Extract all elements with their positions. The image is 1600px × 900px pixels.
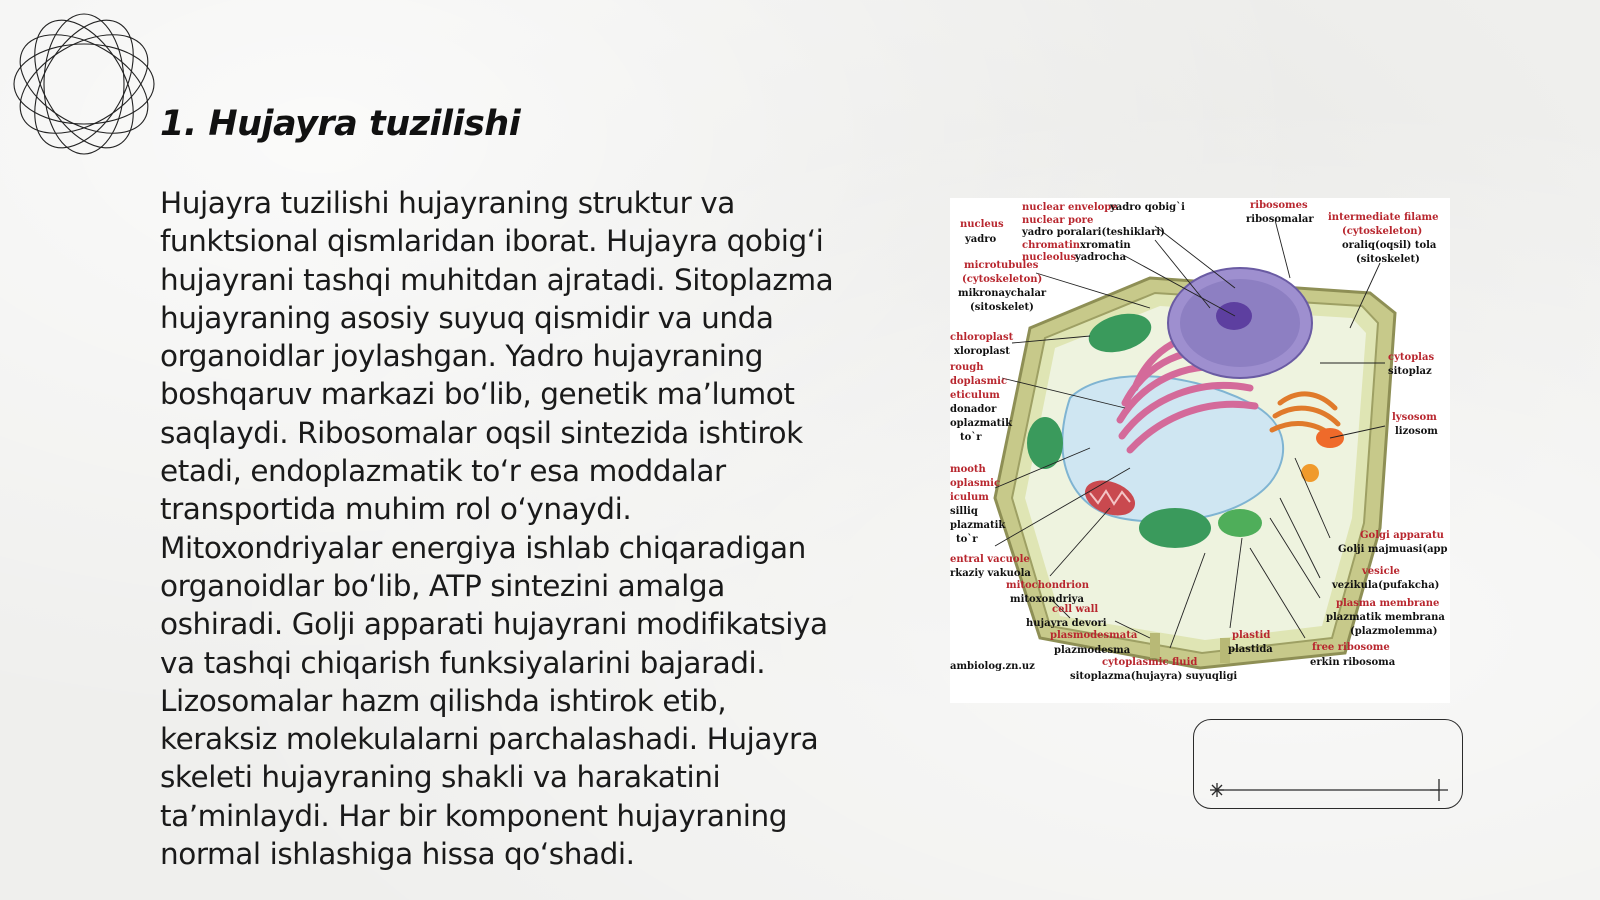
slide-body-text: Hujayra tuzilishi hujayraning struktur va funktsional qismlaridan iborat. Hujayra qobig‘i hujayrani tashqi muhitdan ajratadi. Sitoplazma hujayraning asosiy suyuq qismidir va unda organoidlar joylashgan. Yadro hujayraning boshqaruv markazi bo‘lib, genetik ma’lumot saqlaydi. Ribosomalar oqsil sintezida ishtirok etadi, endoplazmatik to‘r esa moddalar transportida muhim rol o‘ynaydi. Mitoxondriyalar energiya ishlab chiqaradigan organoidlar bo‘lib, ATP sintezini amalga oshiradi. Golji apparati hujayrani modifikatsiya va tashqi chiqarish funksiyalarini bajaradi. Lizosomalar hazm qilishda ishtirok etib, keraksiz molekulalarni parchalashadi. Hujayra skeleti hujayraning shakli va harakatini ta’minlaydi. Har bir komponent hujayraning normal ishlashiga hissa qo‘shadi.: [160, 186, 834, 872]
label-microtubules: microtubules: [964, 260, 1039, 271]
label-sitoskelet-right: (sitoskelet): [1356, 254, 1420, 265]
label-yadro: yadro: [965, 234, 997, 245]
label-hujayra-devori: hujayra devori: [1026, 618, 1107, 629]
plant-cell-diagram: [950, 198, 1450, 703]
label-smooth-er-3: iculum: [950, 492, 989, 503]
label-golji: Golji majmuasi(app: [1338, 544, 1448, 555]
label-cytoskeleton-right: (cytoskeleton): [1342, 226, 1423, 237]
label-watermark: ambiolog.zn.uz: [950, 661, 1035, 672]
label-plazmatik-membrana: plazmatik membrana: [1326, 612, 1445, 623]
label-golgi-apparatus: Golgi apparatu: [1360, 530, 1444, 541]
label-vesicle: vesicle: [1362, 566, 1400, 577]
label-smooth-uz-2: plazmatik: [950, 520, 1006, 531]
plus-star-icon: [1430, 779, 1448, 801]
label-plazmolemma: (plazmolemma): [1350, 626, 1438, 637]
label-rough-er-1: rough: [950, 362, 984, 373]
label-mikronaychalar: mikronaychalar: [958, 288, 1047, 299]
label-plasma-membrane: plasma membrane: [1336, 598, 1440, 609]
sparkle-icon: [1210, 783, 1224, 797]
label-intermediate-filaments: intermediate filame: [1328, 212, 1439, 223]
label-erkin-ribosoma: erkin ribosoma: [1310, 657, 1396, 668]
label-rough-er-2: doplasmic: [950, 376, 1008, 387]
label-free-ribosome: free ribosome: [1312, 642, 1390, 653]
label-smooth-uz-1: silliq: [950, 506, 978, 517]
slide-title: 1. Hujayra tuzilishi: [160, 104, 521, 144]
label-nucleus: nucleus: [960, 219, 1004, 230]
label-yadrocha: yadrocha: [1075, 252, 1127, 263]
label-plastida: plastida: [1228, 644, 1273, 655]
label-central-vacuole: entral vacuole: [950, 554, 1030, 565]
label-ribosomalar: ribosomalar: [1246, 214, 1314, 225]
label-chromatin: chromatin: [1022, 240, 1081, 251]
label-smooth-er-1: mooth: [950, 464, 986, 475]
label-yadro-poralari: yadro poralari(teshiklari): [1022, 227, 1165, 238]
label-rough-uz-3: to`r: [960, 432, 982, 443]
label-ribosomes: ribosomes: [1250, 200, 1308, 211]
label-oraliq: oraliq(oqsil) tola: [1342, 240, 1437, 251]
label-cytoplasm: cytoplas: [1388, 352, 1435, 363]
decorative-frame: [1193, 719, 1463, 809]
label-rough-er-3: eticulum: [950, 390, 1000, 401]
label-mitoxondriya: mitoxondriya: [1010, 594, 1084, 605]
label-yadro-qobigi: yadro qobig`i: [1110, 202, 1185, 213]
circular-ornament-icon: [8, 8, 160, 160]
label-lysosome: lysosom: [1392, 412, 1437, 423]
label-chloroplast: chloroplast: [950, 332, 1014, 343]
label-mitochondrion: mitochondrion: [1006, 580, 1089, 591]
label-xloroplast: xloroplast: [954, 346, 1010, 357]
label-smooth-er-2: oplasmic: [950, 478, 1001, 489]
label-nuclear-pore: nuclear pore: [1022, 215, 1094, 226]
label-sitoplazma: sitoplaz: [1388, 366, 1432, 377]
label-nucleolus: nucleolus: [1022, 252, 1077, 263]
label-rough-uz-1: donador: [950, 404, 997, 415]
label-plasmodesmata: plasmodesmata: [1050, 630, 1138, 641]
label-cell-wall: cell wall: [1052, 604, 1099, 615]
label-cytoskeleton-left: (cytoskeleton): [962, 274, 1043, 285]
label-lizosoma: lizosom: [1395, 426, 1438, 437]
label-sitoplazma-suyuqligi: sitoplazma(hujayra) suyuqligi: [1070, 671, 1238, 682]
label-plastid: plastid: [1232, 630, 1271, 641]
label-rough-uz-2: oplazmatik: [950, 418, 1013, 429]
label-smooth-uz-3: to`r: [956, 534, 978, 545]
label-nuclear-envelope: nuclear envelope: [1022, 202, 1118, 213]
label-plazmodesma: plazmodesma: [1054, 645, 1131, 656]
label-sitoskelet-left: (sitoskelet): [970, 302, 1034, 313]
label-cytoplasmic-fluid: cytoplasmic fluid: [1102, 657, 1198, 668]
label-vezikula: vezikula(pufakcha): [1332, 580, 1440, 591]
label-xromatin: xromatin: [1080, 240, 1131, 251]
label-markaziy-vakuola: rkaziy vakuola: [950, 568, 1031, 579]
